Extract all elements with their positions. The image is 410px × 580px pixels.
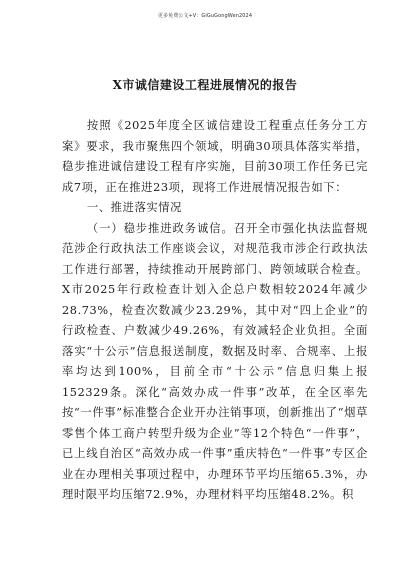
body-paragraph: （一）稳步推进政务诚信。召开全市强化执法监督规范涉企行政执法工作座谈会议，对规范我市涉企行政执法工作进行部署，持续推动开展跨部门、跨领域联合检查。X市2025年行政检查计划入企总户数相较2024年减少28.73%，检查次数减少23.29%，其中对“四上企业”的行政检查、户数减少49.26%，有效减轻企业负担。全面落实“十公示”信息报送制度，数据及时率、合规率、上报率均达到100%，目前全市“十公示”信息归集上报152329条。深化“高效办成一件事”改革，在全区率先按“一件事”标准整合企业开办注销事项，创新推出了“烟草零售个体工商户转型升级为企业”等12个特色“一件事”，已上线自治区“高效办成一件事”重庆特色“一件事”专区企业在办理相关事项过程中，办理环节平均压缩65.3%，办理时限平均压缩72.9%，办理材料平均压缩48.2%。积 — [62, 221, 368, 501]
document-title: X市诚信建设工程进展情况的报告 — [112, 78, 298, 92]
document-body — [62, 116, 368, 506]
header-note: 更多免费公文+V：GiGuGongWen2024 — [157, 13, 253, 19]
intro-paragraph: 按照《2025年度全区诚信建设工程重点任务分工方案》要求，我市聚焦四个领域，明确30项具体落实举措，稳步推进诚信建设工程有序实施，目前30项工作任务已完成7项，正在推进23项，现将工作进展情况报告如下： — [62, 119, 368, 194]
section-heading: 一、推进落实情况 — [86, 201, 183, 214]
